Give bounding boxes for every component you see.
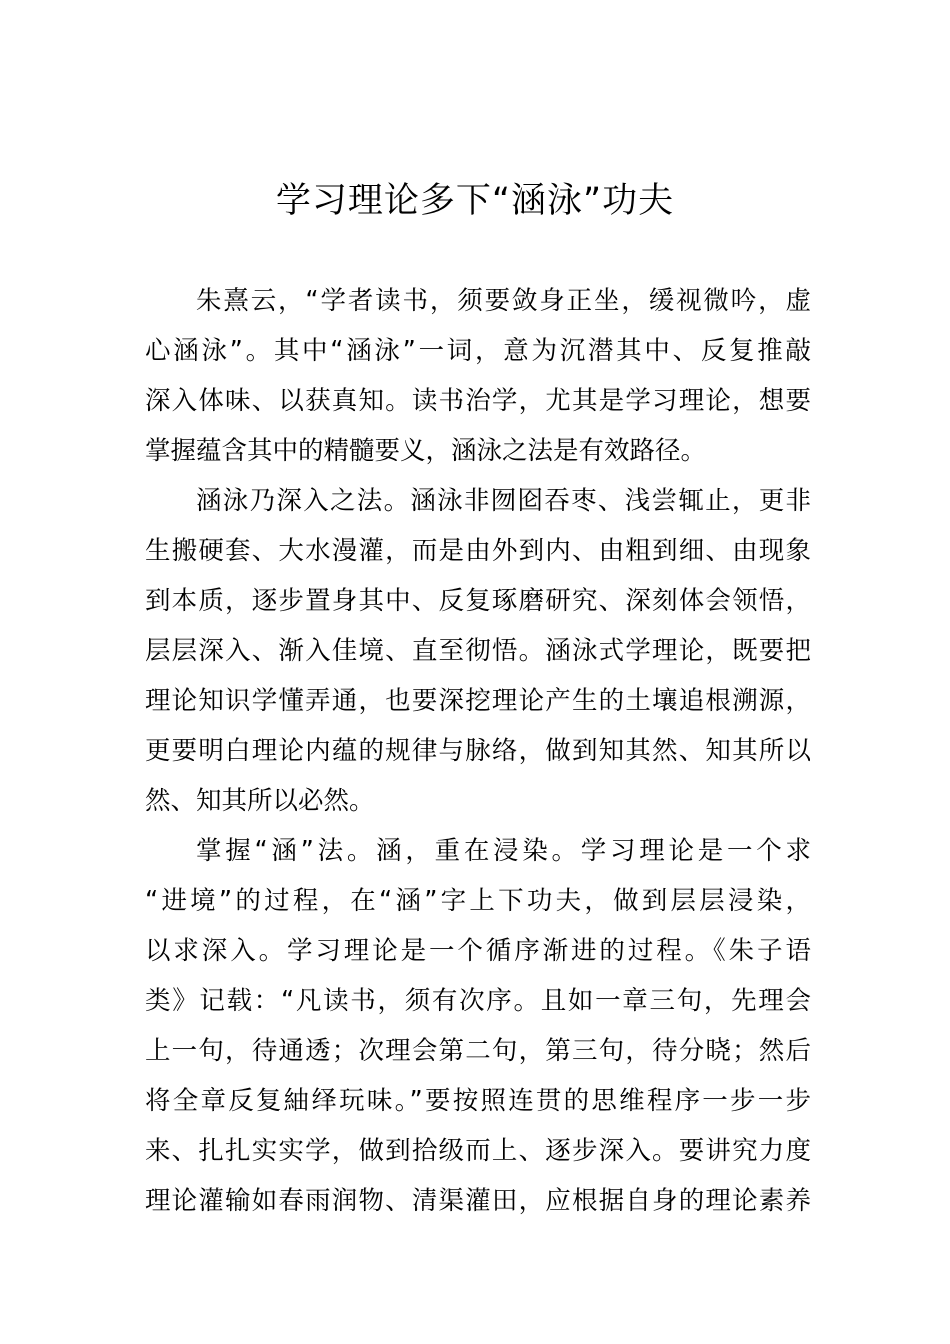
text-line: 朱熹云，“学者读书，须要敛身正坐，缓视微吟，虚 [196,286,811,316]
text-line: 掌握蕴含其中的精髓要义，涵泳之法是有效路径。 [145,436,707,466]
document-body [145,276,811,1226]
paragraph-2 [145,476,811,826]
text-line: 深入体味、以获真知。读书治学，尤其是学习理论，想要 [145,386,811,416]
text-line: 层层深入、渐入佳境、直至彻悟。涵泳式学理论，既要把 [145,636,811,666]
text-line: 心涵泳”。其中“涵泳”一词，意为沉潜其中、反复推敲 [145,336,811,366]
text-line: 到本质，逐步置身其中、反复琢磨研究、深刻体会领悟， [145,586,811,616]
text-line: 以求深入。学习理论是一个循序渐进的过程。《朱子语 [145,936,811,966]
text-line: 理论灌输如春雨润物、清渠灌田，应根据自身的理论素养 [145,1186,811,1216]
text-line: “进境”的过程，在“涵”字上下功夫，做到层层浸染， [145,886,811,916]
text-line: 更要明白理论内蕴的规律与脉络，做到知其然、知其所以 [145,736,811,766]
text-line: 上一句，待通透；次理会第二句，第三句，待分晓；然后 [145,1036,811,1066]
text-line: 涵泳乃深入之法。涵泳非囫囵吞枣、浅尝辄止，更非 [196,486,811,516]
text-line: 生搬硬套、大水漫灌，而是由外到内、由粗到细、由现象 [145,536,811,566]
text-line: 类》记载：“凡读书，须有次序。且如一章三句，先理会 [145,986,811,1016]
document-title: 学习理论多下“涵泳”功夫 [275,181,675,221]
text-line: 然、知其所以必然。 [145,786,375,816]
text-line: 掌握“涵”法。涵，重在浸染。学习理论是一个求 [196,836,811,866]
paragraph-1 [145,276,811,476]
paragraph-3 [145,826,811,1226]
text-line: 来、扎扎实实学，做到拾级而上、逐步深入。要讲究力度 [145,1136,811,1166]
text-line: 理论知识学懂弄通，也要深挖理论产生的土壤追根溯源， [145,686,811,716]
text-line: 将全章反复紬绎玩味。”要按照连贯的思维程序一步一步 [145,1086,811,1116]
